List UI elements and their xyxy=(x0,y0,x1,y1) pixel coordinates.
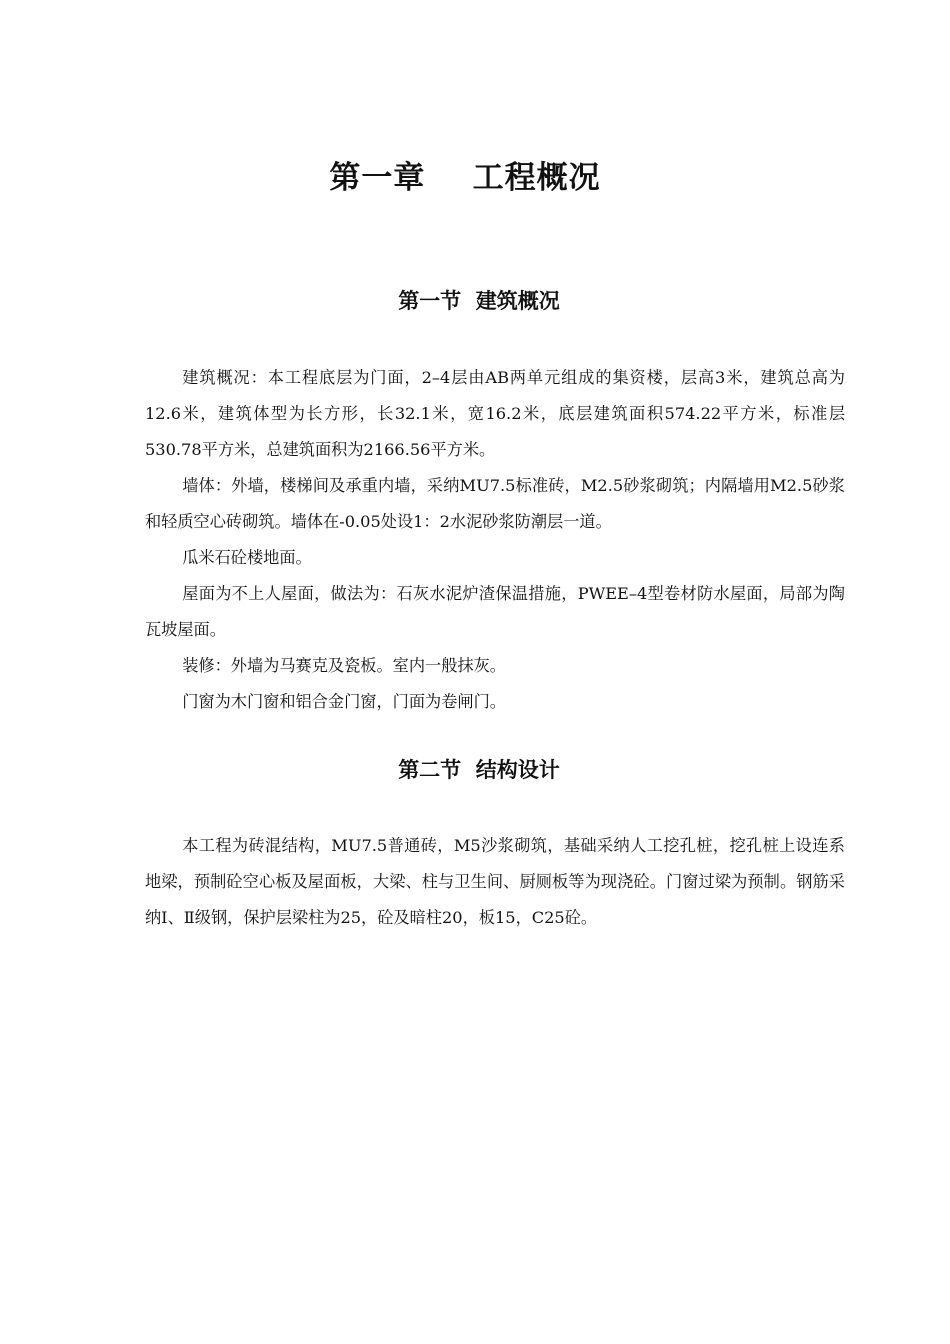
chapter-title: 第一章 工程概况 xyxy=(329,160,601,196)
paragraph-doors-windows: 门窗为木门窗和铝合金门窗，门面为卷闸门。 xyxy=(182,692,506,711)
paragraph-building-summary: 建筑概况：本工程底层为门面，2–4层由AB两单元组成的集资楼，层高3米，建筑总高为12.6米，建筑体型为长方形，长32.1米，宽16.2米，底层建筑面积574.22平方米，标准层530.78平方米，总建筑面积为2166.56平方米。 xyxy=(145,368,845,459)
section-title-building-overview: 第一节 建筑概况 xyxy=(398,289,560,313)
paragraph-walls: 墙体：外墙，楼梯间及承重内墙，采纳MU7.5标准砖，M2.5砂浆砌筑；内隔墙用M2.5砂浆和轻质空心砖砌筑。墙体在-0.05处设1：2水泥砂浆防潮层一道。 xyxy=(145,476,845,531)
section-title-structural-design: 第二节 结构设计 xyxy=(398,758,560,782)
paragraph-floors: 瓜米石砼楼地面。 xyxy=(182,548,312,567)
paragraph-structure: 本工程为砖混结构，MU7.5普通砖，M5沙浆砌筑，基础采纳人工挖孔桩，挖孔桩上设连系地梁，预制砼空心板及屋面板，大梁、柱与卫生间、厨厕板等为现浇砼。门窗过梁为预制。钢筋采纳I、Ⅱ级钢，保护层梁柱为25，砼及暗柱20，板15，C25砼。 xyxy=(145,836,845,927)
section-body-structural-design xyxy=(145,828,845,936)
section-body-building-overview xyxy=(145,360,845,720)
paragraph-finishes: 装修：外墙为马赛克及瓷板。室内一般抹灰。 xyxy=(182,656,506,675)
paragraph-roof: 屋面为不上人屋面，做法为：石灰水泥炉渣保温措施，PWEE–4型卷材防水屋面，局部为陶瓦坡屋面。 xyxy=(145,584,845,639)
